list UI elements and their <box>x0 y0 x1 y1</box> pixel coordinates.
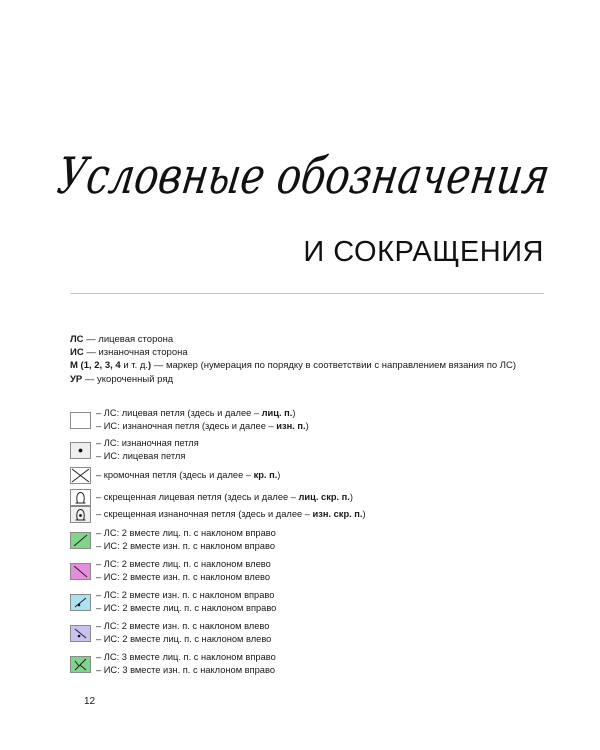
legend-line-text: – ЛС: лицевая петля (здесь и далее – <box>96 408 262 418</box>
title-divider <box>70 293 544 294</box>
cross-icon <box>70 467 91 484</box>
legend-line <box>96 407 309 420</box>
legend-line <box>96 469 280 482</box>
legend-line-suffix: ) <box>305 421 309 431</box>
abbreviations-list <box>70 333 516 386</box>
three-together-right-icon <box>70 656 91 673</box>
legend-item <box>70 527 276 553</box>
legend-line-text: – ЛС: изнаночная петля <box>96 438 199 448</box>
legend-line <box>96 508 366 521</box>
abbreviation-term: ЛС <box>70 334 84 345</box>
legend-item <box>70 467 280 484</box>
legend-line-suffix: ) <box>277 470 281 480</box>
legend-line-text: – ИС: 2 вместе изн. п. с наклоном влево <box>96 572 270 582</box>
abbreviation-row <box>70 346 516 359</box>
legend-line-text: – кромочная петля (здесь и далее – <box>96 470 254 480</box>
legend-line <box>96 420 309 433</box>
legend-line <box>96 602 276 615</box>
legend-line-suffix: ) <box>292 408 296 418</box>
legend-line <box>96 633 271 646</box>
legend-item <box>70 407 309 433</box>
slash-left-icon <box>70 563 91 580</box>
legend-description <box>96 651 276 677</box>
abbreviation-desc: — изнаночная сторона <box>83 347 188 359</box>
legend-item <box>70 489 353 506</box>
legend-line-text: – ИС: 2 вместе изн. п. с наклоном вправо <box>96 541 275 551</box>
legend-line-text: – скрещенная изнаночная петля (здесь и далее – <box>96 509 313 519</box>
page-number: 12 <box>84 696 96 707</box>
legend-description <box>96 407 309 433</box>
abbreviation-row <box>70 359 516 372</box>
twisted-knit-icon <box>70 489 91 506</box>
legend-line <box>96 664 276 677</box>
legend-line <box>96 491 353 504</box>
legend-item <box>70 589 276 615</box>
dotted-slash-right-icon <box>70 594 91 611</box>
legend-line <box>96 558 271 571</box>
abbreviation-desc: — укороченный ряд <box>82 373 174 385</box>
page-title-script: Условные обозначения <box>53 148 554 206</box>
legend-line-text: – ИС: 3 вместе изн. п. с наклоном вправо <box>96 665 275 675</box>
legend-description <box>96 527 276 553</box>
page-title-caps: И СОКРАЩЕНИЯ <box>303 236 544 268</box>
legend-description <box>96 508 366 521</box>
legend-description <box>96 491 353 504</box>
legend-line-abbreviation: лиц. п. <box>261 408 293 418</box>
legend-line-text: – ИС: лицевая петля <box>96 451 186 461</box>
legend-item <box>70 437 199 463</box>
legend-description <box>96 437 199 463</box>
legend-line-text: – ЛС: 2 вместе лиц. п. с наклоном вправо <box>96 528 276 538</box>
legend-line-text: – ЛС: 2 вместе изн. п. с наклоном влево <box>96 621 270 631</box>
legend-line-abbreviation: лиц. скр. п. <box>298 492 350 502</box>
legend-description <box>96 558 271 584</box>
legend-line-abbreviation: изн. скр. п. <box>312 509 363 519</box>
abbreviation-term: УР <box>70 373 83 385</box>
abbreviation-row <box>70 333 516 346</box>
legend-line-text: – скрещенная лицевая петля (здесь и далее – <box>96 492 299 502</box>
legend-description <box>96 589 276 615</box>
legend-line-abbreviation: кр. п. <box>253 470 278 480</box>
legend-line <box>96 571 271 584</box>
legend-line <box>96 620 271 633</box>
abbreviation-desc: — лицевая сторона <box>83 334 174 345</box>
legend-line-abbreviation: изн. п. <box>276 421 306 431</box>
abbreviation-term: ИС <box>70 347 84 359</box>
legend-line-text: – ЛС: 2 вместе изн. п. с наклоном вправо <box>96 590 275 600</box>
slash-right-icon <box>70 532 91 549</box>
dot-icon <box>70 442 91 459</box>
abbreviation-row <box>70 373 516 386</box>
legend-item <box>70 620 271 646</box>
legend-line <box>96 527 276 540</box>
legend-line <box>96 450 199 463</box>
abbreviation-term-normal: и т. д. <box>120 360 149 372</box>
legend-line-text: – ИС: 2 вместе лиц. п. с наклоном влево <box>96 634 272 644</box>
legend-line-text: – ЛС: 3 вместе лиц. п. с наклоном вправо <box>96 652 276 662</box>
legend-line-text: – ИС: 2 вместе лиц. п. с наклоном вправо <box>96 603 277 613</box>
legend-item <box>70 506 366 523</box>
legend-description <box>96 620 271 646</box>
dotted-slash-left-icon <box>70 625 91 642</box>
abbreviation-term-close: ) <box>148 360 152 372</box>
legend-line-text: – ЛС: 2 вместе лиц. п. с наклоном влево <box>96 559 271 569</box>
legend-description <box>96 469 280 482</box>
twisted-purl-icon <box>70 506 91 523</box>
legend-line <box>96 437 199 450</box>
legend-line <box>96 589 276 602</box>
legend-line <box>96 651 276 664</box>
legend-item <box>70 651 276 677</box>
legend-line <box>96 540 276 553</box>
legend-line-suffix: ) <box>349 492 353 502</box>
legend-line-text: – ИС: изнаночная петля (здесь и далее – <box>96 421 277 431</box>
abbreviation-desc: — маркер (нумерация по порядку в соответствии с направлением вязания по ЛС) <box>151 360 517 372</box>
blank-square-icon <box>70 412 91 429</box>
legend-line-suffix: ) <box>362 509 366 519</box>
legend-item <box>70 558 271 584</box>
abbreviation-term: М (1, 2, 3, 4 <box>70 360 121 372</box>
